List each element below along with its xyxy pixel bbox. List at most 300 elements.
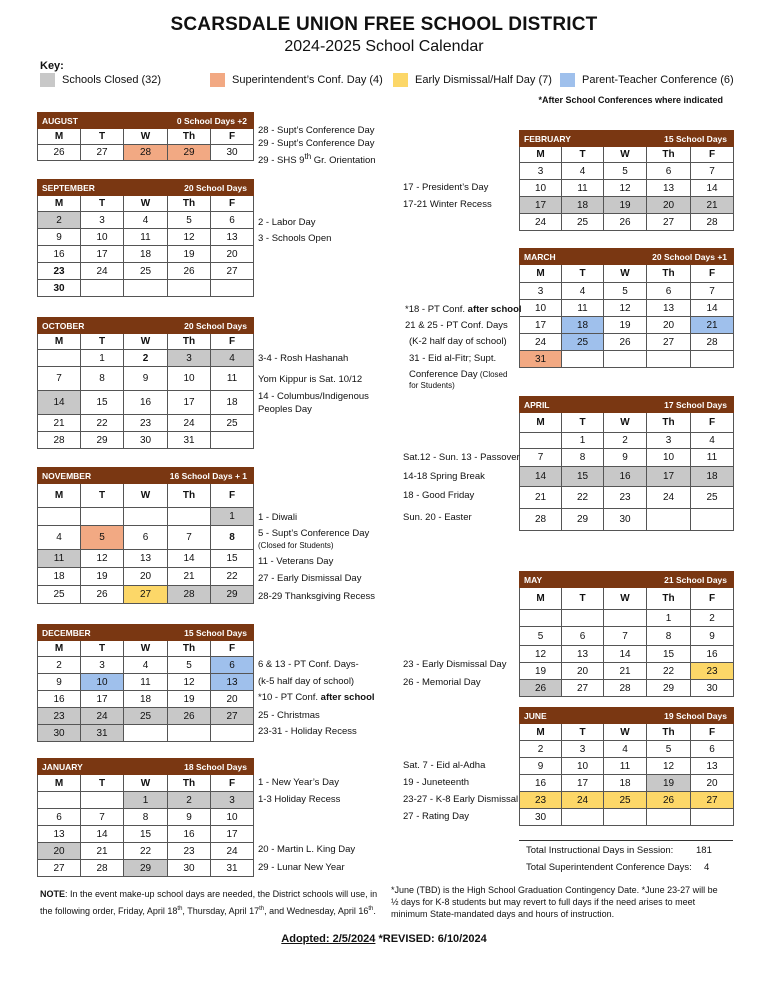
day-cell: 20 School Days +1 [604, 249, 734, 265]
march-calendar [519, 248, 734, 368]
day-cell: 19 [604, 317, 647, 334]
february-calendar [519, 130, 734, 231]
day-cell: F [211, 129, 254, 145]
day-cell: 10 [168, 367, 211, 391]
day-cell: 4 [211, 350, 254, 367]
day-cell: 7 [604, 627, 647, 646]
day-cell: 5 [647, 741, 691, 758]
mar-note-2: 21 & 25 - PT Conf. Days [405, 320, 508, 331]
day-cell: 30 [691, 680, 734, 697]
day-cell: 21 [168, 568, 211, 586]
day-cell: 18 [562, 317, 604, 334]
week-row [38, 246, 254, 263]
september-calendar [37, 179, 254, 297]
supt-swatch [210, 73, 225, 87]
day-cell: 9 [520, 758, 562, 775]
day-cell: 6 [691, 741, 734, 758]
day-cell: NOVEMBER [38, 468, 124, 484]
week-row [520, 610, 734, 627]
day-cell: T [562, 588, 604, 610]
day-cell: 6 [211, 212, 254, 229]
day-cell: 31 [81, 725, 124, 742]
day-cell: 7 [520, 449, 562, 467]
mar-note-5: Conference Day (Closed [409, 369, 508, 380]
day-cell [520, 433, 562, 449]
day-cell: 28 [38, 432, 81, 449]
day-cell: 30 [604, 509, 647, 531]
day-cell: 28 [691, 214, 734, 231]
mar-note-3: (K-2 half day of school) [409, 336, 507, 347]
day-cell: 15 [647, 646, 691, 663]
day-cell: 26 [520, 680, 562, 697]
day-cell [520, 610, 562, 627]
day-cell: 17 [168, 391, 211, 415]
day-cell: 1 [124, 792, 168, 809]
day-cell: F [211, 196, 254, 212]
week-row [520, 433, 734, 449]
nov-note-6: 28-29 Thanksgiving Recess [258, 591, 376, 602]
nov-note-4: 11 - Veterans Day [258, 556, 334, 567]
day-cell: 10 [562, 758, 604, 775]
day-cell: 13 [647, 180, 691, 197]
day-cell: 14 [691, 300, 734, 317]
day-cell: 17 [520, 317, 562, 334]
jan-note-2: 1-3 Holiday Recess [258, 794, 341, 805]
key-early: Early Dismissal/Half Day (7) [393, 72, 552, 88]
day-cell: 21 [691, 197, 734, 214]
totals-divider [519, 840, 733, 841]
day-cell: Th [647, 588, 691, 610]
day-cell: 22 [647, 663, 691, 680]
day-cell: OCTOBER [38, 318, 124, 334]
week-row [38, 432, 254, 449]
month-header [520, 572, 734, 588]
day-cell: 4 [691, 433, 734, 449]
day-cell: 8 [211, 526, 254, 550]
calendar-subtitle: 2024-2025 School Calendar [284, 38, 484, 55]
day-cell: 25 [562, 334, 604, 351]
weekday-header-row [38, 196, 254, 212]
day-cell: 6 [647, 283, 691, 300]
day-cell [124, 508, 168, 526]
january-calendar [37, 758, 254, 877]
day-cell: 4 [562, 283, 604, 300]
month-header [38, 468, 254, 484]
day-cell: 13 [691, 758, 734, 775]
day-cell: 11 [38, 550, 81, 568]
day-cell: 19 [520, 663, 562, 680]
day-cell: 22 [81, 415, 124, 432]
dec-note-1: 6 & 13 - PT Conf. Days- [258, 659, 359, 670]
day-cell: 27 [647, 214, 691, 231]
day-cell: 26 [168, 708, 211, 725]
day-cell: Th [168, 129, 211, 145]
day-cell: M [520, 265, 562, 283]
key-label: Key: [40, 60, 64, 72]
key-ptc: Parent-Teacher Conference (6) [560, 72, 734, 88]
month-header [520, 131, 734, 147]
day-cell: 14 [604, 646, 647, 663]
day-cell: 25 [211, 415, 254, 432]
week-row [38, 826, 254, 843]
week-row [520, 809, 734, 826]
dec-note-3: *10 - PT Conf. after school [258, 692, 375, 703]
may-note-2: 26 - Memorial Day [403, 677, 481, 688]
day-cell: 6 [562, 627, 604, 646]
day-cell: 3 [647, 433, 691, 449]
day-cell: 30 [211, 145, 254, 161]
day-cell: W [604, 588, 647, 610]
supt-days-value: 4 [704, 862, 710, 873]
day-cell: MARCH [520, 249, 604, 265]
day-cell: 20 [38, 843, 81, 860]
day-cell: 18 [562, 197, 604, 214]
day-cell: 15 School Days [604, 131, 734, 147]
day-cell: 4 [38, 526, 81, 550]
mar-note-4: 31 - Eid al-Fitr; Supt. [409, 353, 497, 364]
jan-note-3: 20 - Martin L. King Day [258, 844, 356, 855]
day-cell: 3 [168, 350, 211, 367]
day-cell: Th [168, 641, 211, 657]
day-cell: 8 [562, 449, 604, 467]
day-cell: 1 [562, 433, 604, 449]
day-cell [604, 809, 647, 826]
key-supt: Superintendent’s Conf. Day (4) [210, 72, 383, 88]
week-row [520, 792, 734, 809]
day-cell: 13 [211, 229, 254, 246]
day-cell: 6 [38, 809, 81, 826]
dec-note-5: 23-31 - Holiday Recess [258, 726, 357, 737]
day-cell: 27 [211, 263, 254, 280]
day-cell: 24 [520, 214, 562, 231]
day-cell: 22 [211, 568, 254, 586]
weekday-header-row [38, 334, 254, 350]
day-cell: Th [168, 334, 211, 350]
day-cell: 9 [38, 229, 81, 246]
day-cell: 5 [520, 627, 562, 646]
aug-note-2: 29 - Supt’s Conference Day [258, 138, 375, 149]
day-cell: 20 School Days [124, 180, 254, 196]
day-cell: M [520, 147, 562, 163]
weekday-header-row [520, 413, 734, 433]
day-cell: 14 [691, 180, 734, 197]
apr-note-1: Sat.12 - Sun. 13 - Passover [403, 452, 520, 463]
day-cell: 4 [124, 657, 168, 674]
oct-note-2: Yom Kippur is Sat. 10/12 [258, 374, 363, 385]
day-cell [647, 809, 691, 826]
day-cell: 2 [604, 433, 647, 449]
day-cell: 4 [562, 163, 604, 180]
day-cell: 12 [520, 646, 562, 663]
day-cell: 4 [604, 741, 647, 758]
weekday-header-row [38, 484, 254, 508]
day-cell: 24 [168, 415, 211, 432]
day-cell [647, 351, 691, 368]
day-cell: 18 [691, 467, 734, 487]
apr-note-4: Sun. 20 - Easter [403, 512, 472, 523]
day-cell: 13 [647, 300, 691, 317]
day-cell: 23 [520, 792, 562, 809]
week-row [38, 280, 254, 297]
day-cell: 1 [81, 350, 124, 367]
day-cell: 28 [520, 509, 562, 531]
day-cell: 19 School Days [604, 708, 734, 724]
may-note-1: 23 - Early Dismissal Day [403, 659, 507, 670]
day-cell: Th [168, 484, 211, 508]
month-header [38, 113, 254, 129]
week-row [520, 283, 734, 300]
day-cell: 5 [81, 526, 124, 550]
day-cell: 27 [211, 708, 254, 725]
day-cell: 31 [520, 351, 562, 368]
day-cell: 21 School Days [604, 572, 734, 588]
apr-note-2: 14-18 Spring Break [403, 471, 485, 482]
day-cell [81, 508, 124, 526]
month-name: AUGUST [38, 113, 124, 129]
day-cell: 27 [647, 334, 691, 351]
day-cell: 14 [38, 391, 81, 415]
day-cell: 11 [211, 367, 254, 391]
week-row [38, 145, 254, 161]
day-cell: 23 [124, 415, 168, 432]
week-row [520, 163, 734, 180]
day-cell [691, 509, 734, 531]
week-row [38, 526, 254, 550]
day-cell: 18 [211, 391, 254, 415]
day-cell: M [38, 484, 81, 508]
day-cell: T [81, 129, 124, 145]
day-cell: 27 [691, 792, 734, 809]
day-cell: T [81, 484, 124, 508]
day-cell: 2 [38, 212, 81, 229]
day-cell: 19 [168, 691, 211, 708]
day-cell [168, 508, 211, 526]
day-cell: 12 [81, 550, 124, 568]
day-cell: 20 [647, 197, 691, 214]
day-cell: 3 [81, 212, 124, 229]
weekday-header-row [520, 724, 734, 741]
instructional-days-label: Total Instructional Days in Session: [526, 845, 674, 856]
day-cell: 29 [124, 860, 168, 877]
feb-note-2: 17-21 Winter Recess [403, 199, 492, 210]
day-cell: 23 [168, 843, 211, 860]
day-cell: 16 [38, 246, 81, 263]
week-row [38, 391, 254, 415]
day-cell: 3 [520, 283, 562, 300]
day-cell: W [604, 413, 647, 433]
day-cell: T [81, 775, 124, 792]
day-cell: 3 [81, 657, 124, 674]
week-row [38, 657, 254, 674]
day-cell [81, 792, 124, 809]
day-cell: 17 [647, 467, 691, 487]
day-cell: 23 [38, 708, 81, 725]
day-cell: 3 [562, 741, 604, 758]
day-cell: 25 [691, 487, 734, 509]
weekday-header-row [520, 147, 734, 163]
day-cell: 24 [647, 487, 691, 509]
day-cell: 16 [520, 775, 562, 792]
day-cell: 1 [647, 610, 691, 627]
school-days-count: 0 School Days +2 [124, 113, 254, 129]
adopted-line: Adopted: 2/5/2024 *REVISED: 6/10/2024 [281, 933, 487, 945]
day-cell: 27 [124, 586, 168, 604]
day-cell: 30 [38, 280, 81, 297]
day-cell: 10 [520, 180, 562, 197]
day-cell: 2 [168, 792, 211, 809]
day-cell: 17 [211, 826, 254, 843]
day-cell: 7 [691, 163, 734, 180]
day-cell: 26 [38, 145, 81, 161]
day-cell: 22 [124, 843, 168, 860]
day-cell: 11 [124, 674, 168, 691]
day-cell: W [124, 196, 168, 212]
august-calendar [37, 112, 254, 161]
jan-note-1: 1 - New Year’s Day [258, 777, 339, 788]
week-row [520, 487, 734, 509]
day-cell: W [604, 147, 647, 163]
day-cell: 25 [124, 263, 168, 280]
day-cell: 20 School Days [124, 318, 254, 334]
week-row [520, 351, 734, 368]
day-cell: 21 [38, 415, 81, 432]
nov-note-5: 27 - Early Dismissal Day [258, 573, 362, 584]
week-row [520, 775, 734, 792]
day-cell: 26 [168, 263, 211, 280]
day-cell: 18 [38, 568, 81, 586]
week-row [520, 741, 734, 758]
week-row [520, 467, 734, 487]
nov-note-2: 5 - Supt’s Conference Day [258, 528, 370, 539]
week-row [520, 509, 734, 531]
day-cell: 28 [81, 860, 124, 877]
day-cell: 24 [81, 263, 124, 280]
day-cell [562, 610, 604, 627]
day-cell: 4 [124, 212, 168, 229]
day-cell: 13 [562, 646, 604, 663]
day-cell: 16 School Days + 1 [124, 468, 254, 484]
jun-note-4: 27 - Rating Day [403, 811, 470, 822]
day-cell: FEBRUARY [520, 131, 604, 147]
day-cell: 5 [168, 212, 211, 229]
day-cell: 17 [562, 775, 604, 792]
november-calendar [37, 467, 254, 604]
weekday-header-row [520, 265, 734, 283]
day-cell: 14 [168, 550, 211, 568]
week-row [520, 334, 734, 351]
apr-note-3: 18 - Good Friday [403, 490, 475, 501]
week-row [520, 449, 734, 467]
day-cell: 12 [604, 300, 647, 317]
day-cell: 12 [168, 674, 211, 691]
day-cell [81, 280, 124, 297]
mar-note-6: for Students) [409, 381, 455, 390]
day-cell: 21 [81, 843, 124, 860]
instructional-days-value: 181 [696, 845, 712, 856]
day-cell [211, 725, 254, 742]
day-cell: 17 [81, 691, 124, 708]
day-cell: 29 [647, 680, 691, 697]
day-cell: 20 [124, 568, 168, 586]
makeup-note: NOTE: In the event make-up school days are needed, the District schools will use, in the following order, Friday, April 18th, Thursday, April 17th, and Wednesday, April 16th. [40, 889, 378, 916]
day-cell: 16 [604, 467, 647, 487]
district-title: SCARSDALE UNION FREE SCHOOL DISTRICT [170, 14, 598, 35]
day-cell: W [124, 775, 168, 792]
december-calendar [37, 624, 254, 742]
week-row [520, 663, 734, 680]
day-cell: 5 [604, 283, 647, 300]
day-cell: Th [168, 775, 211, 792]
day-cell: 31 [168, 432, 211, 449]
week-row [520, 680, 734, 697]
day-cell: 9 [604, 449, 647, 467]
week-row [38, 263, 254, 280]
month-header [520, 397, 734, 413]
ptc-swatch [560, 73, 575, 87]
day-cell: 15 [124, 826, 168, 843]
day-cell [124, 280, 168, 297]
may-calendar [519, 571, 734, 697]
june-calendar [519, 707, 734, 826]
day-cell: APRIL [520, 397, 604, 413]
day-cell: 15 School Days [124, 625, 254, 641]
day-cell: 11 [562, 300, 604, 317]
nov-note-1: 1 - Diwali [258, 512, 298, 523]
day-cell: 25 [124, 708, 168, 725]
day-cell: 25 [38, 586, 81, 604]
day-cell: 10 [81, 674, 124, 691]
feb-note-1: 17 - President’s Day [403, 182, 489, 193]
day-cell: 29 [211, 586, 254, 604]
day-cell: 17 School Days [604, 397, 734, 413]
day-cell: 10 [81, 229, 124, 246]
day-cell: F [211, 641, 254, 657]
month-header [38, 759, 254, 775]
day-cell: 6 [124, 526, 168, 550]
day-cell: 9 [124, 367, 168, 391]
weekday-header-row [38, 641, 254, 657]
day-cell: F [691, 724, 734, 741]
day-cell: 8 [647, 627, 691, 646]
day-cell: 10 [647, 449, 691, 467]
day-cell [691, 351, 734, 368]
day-cell: 21 [691, 317, 734, 334]
day-cell: 16 [168, 826, 211, 843]
day-cell [604, 351, 647, 368]
aug-note-3: 29 - SHS 9th Gr. Orientation [258, 152, 376, 167]
day-cell: 20 [562, 663, 604, 680]
week-row [38, 860, 254, 877]
weekday-header-row [38, 129, 254, 145]
day-cell: 15 [81, 391, 124, 415]
dec-note-2: (k-5 half day of school) [258, 676, 355, 687]
week-row [38, 508, 254, 526]
day-cell: 15 [562, 467, 604, 487]
day-cell: 11 [604, 758, 647, 775]
day-cell: T [81, 196, 124, 212]
day-cell: 11 [562, 180, 604, 197]
day-cell: 19 [647, 775, 691, 792]
day-cell: 5 [604, 163, 647, 180]
day-cell: 30 [124, 432, 168, 449]
day-cell [38, 350, 81, 367]
day-cell: 24 [562, 792, 604, 809]
week-row [520, 197, 734, 214]
day-cell: MAY [520, 572, 604, 588]
day-cell: Th [168, 196, 211, 212]
day-cell: 2 [38, 657, 81, 674]
day-cell: 26 [81, 586, 124, 604]
